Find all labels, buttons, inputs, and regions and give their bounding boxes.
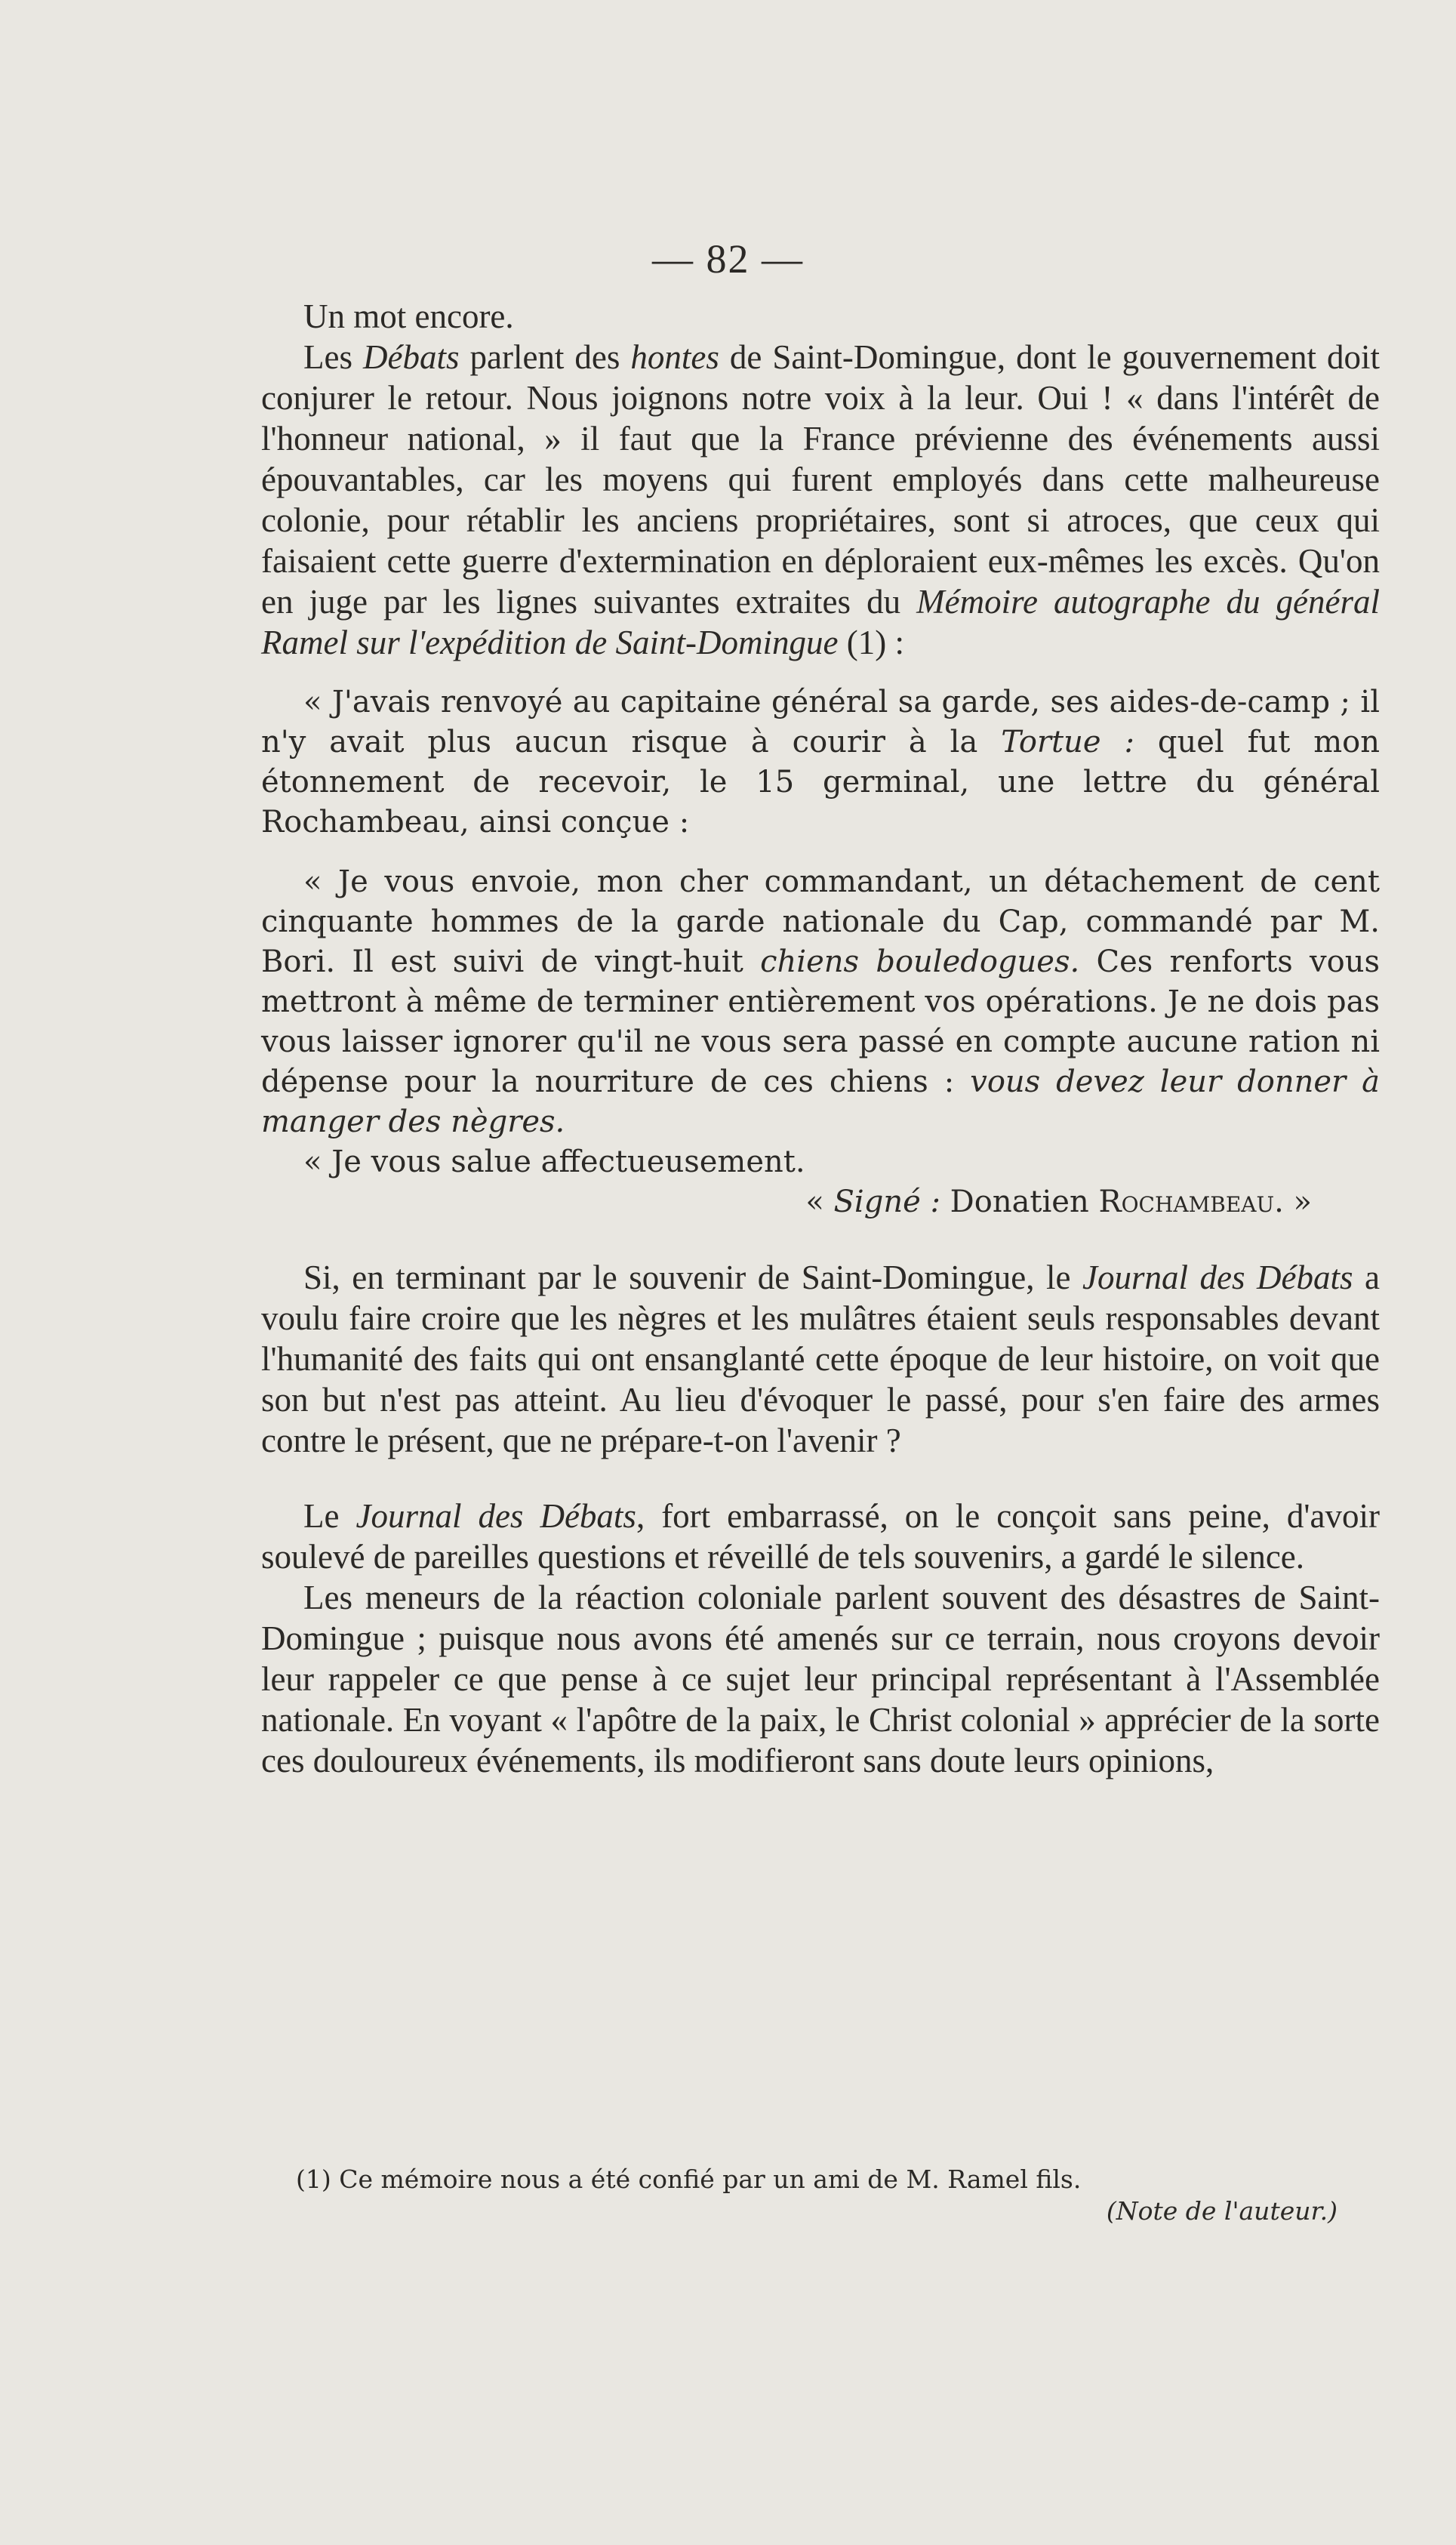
ramel-quotation <box>261 682 1380 1222</box>
main-text <box>261 296 1380 1781</box>
footnote-attribution: (Note de l'auteur.) <box>1106 2196 1337 2226</box>
page-number: — 82 — <box>652 236 804 282</box>
quote-rochambeau-letter: « Je vous envoie, mon cher commandant, un détachement de cent cinquante hommes de la garde nationale du Cap, commandé par M. Bori. Il est suivi de vingt-huit chiens bouledogues. Ces renforts vous mettront à même de terminer entièrement vos opérations. Je ne dois pas vous laisser ignorer qu'il ne vous sera passé en compte aucune ration ni dépense pour la nourriture de ces chiens : vous devez leur donner à manger des nègres. <box>261 864 1381 1139</box>
paragraph-journal-debats: Si, en terminant par le souvenir de Saint-Domingue, le Journal des Débats a voulu faire croire que les nègres et les mulâtres étaient seuls responsables devant l'humanité des faits qui ont ensanglanté cette époque de leur histoire, on voit que son but n'est pas atteint. Au lieu d'évoquer le passé, pour s'en faire des armes contre le présent, que ne prépare-t-on l'avenir ? <box>261 1259 1380 1459</box>
quote-ramel: « J'avais renvoyé au capitaine général sa garde, ses aides-de-camp ; il n'y avait plus aucun risque à courir à la Tortue : quel fut mon étonnement de recevoir, le 15 germinal, une lettre du général Rochambeau, ainsi conçue : <box>261 685 1380 840</box>
quote-signature: « Signé : Donatien Rochambeau. » <box>805 1185 1312 1219</box>
paragraph-debats-hontes: Les Débats parlent des hontes de Saint-Domingue, dont le gouvernement doit conjurer le retour. Nous joignons notre voix à la leur. Oui ! « dans l'intérêt de l'honneur national, » il faut que la France prévienne des événements aussi épouvantables, car les moyens qui furent employés dans cette malheureuse colonie, pour rétablir les anciens propriétaires, sont si atroces, que ceux qui faisaient cette guerre d'extermination en déploraient eux-mêmes les excès. Qu'on en juge par les lignes suivantes extraites du Mémoire autographe du général Ramel sur l'expédition de Saint-Domingue (1) : <box>261 338 1380 661</box>
quote-salutation: « Je vous salue affectueusement. <box>303 1145 805 1179</box>
paragraph-intro: Un mot encore. <box>303 297 514 335</box>
paragraph-silence: Le Journal des Débats, fort embarrassé, on le conçoit sans peine, d'avoir soulevé de pareilles questions et réveillé de tels souvenirs, a gardé le silence. <box>261 1497 1380 1576</box>
paragraph-reaction-coloniale: Les meneurs de la réaction coloniale parlent souvent des désastres de Saint-Domingue ; puisque nous avons été amenés sur ce terrain, nous croyons devoir leur rappeler ce que pense à ce sujet leur principal représentant à l'Assemblée nationale. En voyant « l'apôtre de la paix, le Christ colonial » apprécier de la sorte ces douloureux événements, ils modifieront sans doute leurs opinions, <box>261 1579 1380 1779</box>
footnote-text: (1) Ce mémoire nous a été confié par un ami de M. Ramel fils. <box>296 2164 1082 2194</box>
footnote <box>296 2164 1353 2227</box>
